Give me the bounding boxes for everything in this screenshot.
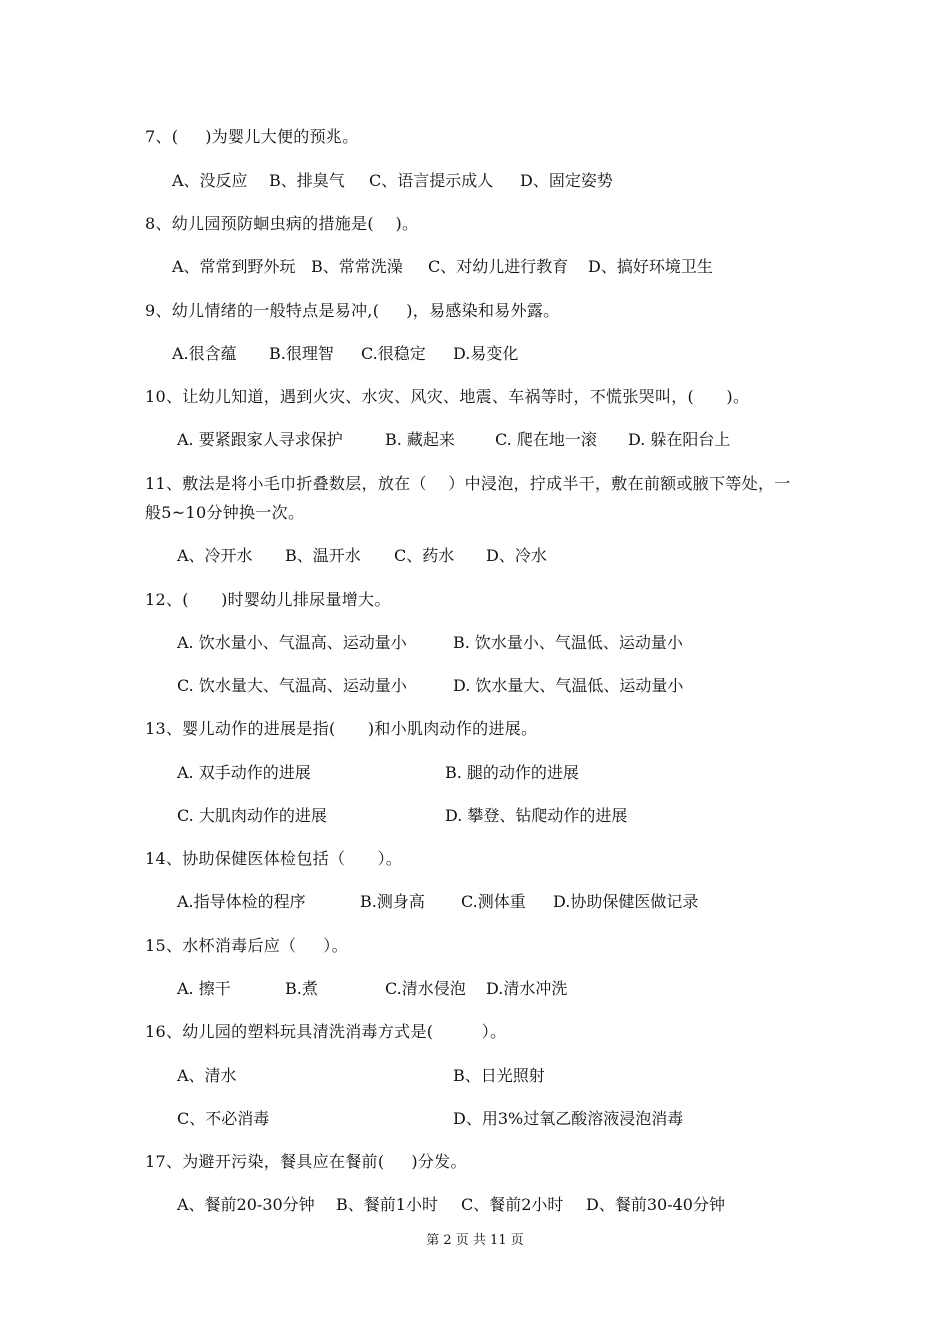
question-14-option-c: C.测体重 [461,892,526,911]
question-13-option-b: B. 腿的动作的进展 [445,763,579,782]
question-10-option-c: C. 爬在地一滚 [495,430,597,449]
question-13-option-a: A. 双手动作的进展 [177,763,311,782]
question-15-stem: 15、水杯消毒后应（ ）。 [145,936,348,955]
question-12-stem: 12、( )时婴幼儿排尿量增大。 [145,590,391,609]
question-9-option-b: B.很理智 [269,344,334,363]
question-17-stem: 17、为避开污染，餐具应在餐前( )分发。 [145,1152,467,1171]
question-11-option-c: C、药水 [394,546,455,565]
question-13-option-c: C. 大肌肉动作的进展 [177,806,327,825]
question-15-option-c: C.清水侵泡 [385,979,466,998]
question-15-option-d: D.清水冲洗 [486,979,568,998]
question-10-option-a: A. 要紧跟家人寻求保护 [177,430,343,449]
question-7-option-d: D、固定姿势 [520,171,613,190]
question-13-option-d: D. 攀登、钻爬动作的进展 [445,806,628,825]
question-17-option-c: C、餐前2小时 [461,1195,564,1214]
question-11-stem: 11、敷法是将小毛巾折叠数层，放在（ ）中浸泡，拧成半干，敷在前额或腋下等处，一 [145,474,791,493]
question-16-option-c: C、不必消毒 [177,1109,270,1128]
question-17-option-a: A、餐前20-30分钟 [177,1195,315,1214]
question-7-option-a: A、没反应 [172,171,248,190]
question-8-option-c: C、对幼儿进行教育 [428,257,569,276]
question-8-stem: 8、幼儿园预防蛔虫病的措施是( )。 [145,214,419,233]
question-12-option-d: D. 饮水量大、气温低、运动量小 [453,676,684,695]
question-11-option-a: A、冷开水 [177,546,253,565]
question-11-stem-continued: 般5~10分钟换一次。 [145,503,305,522]
question-9-option-d: D.易变化 [453,344,519,363]
question-14-stem: 14、协助保健医体检包括（ ）。 [145,849,403,868]
page-footer: 第 2 页 共 11 页 [426,1233,524,1248]
question-9-option-c: C.很稳定 [361,344,426,363]
question-10-option-b: B. 藏起来 [385,430,455,449]
question-9-option-a: A.很含蕴 [172,344,237,363]
question-12-option-a: A. 饮水量小、气温高、运动量小 [177,633,407,652]
question-9-stem: 9、幼儿情绪的一般特点是易冲,( )，易感染和易外露。 [145,301,560,320]
question-13-stem: 13、婴儿动作的进展是指( )和小肌肉动作的进展。 [145,719,538,738]
question-14-option-b: B.测身高 [360,892,425,911]
question-16-option-b: B、日光照射 [453,1066,545,1085]
question-7-option-c: C、语言提示成人 [369,171,494,190]
question-11-option-b: B、温开水 [285,546,361,565]
question-8-option-b: B、常常洗澡 [311,257,403,276]
question-11-option-d: D、冷水 [486,546,547,565]
question-7-stem: 7、( )为婴儿大便的预兆。 [145,127,359,146]
question-15-option-a: A. 擦干 [177,979,231,998]
question-7-option-b: B、排臭气 [269,171,345,190]
question-14-option-a: A.指导体检的程序 [177,892,306,911]
question-10-stem: 10、让幼儿知道，遇到火灾、水灾、风灾、地震、车祸等时，不慌张哭叫，( )。 [145,387,750,406]
question-16-stem: 16、幼儿园的塑料玩具清洗消毒方式是( ）。 [145,1022,507,1041]
question-16-option-a: A、清水 [177,1066,237,1085]
question-12-option-b: B. 饮水量小、气温低、运动量小 [453,633,683,652]
question-16-option-d: D、用3%过氧乙酸溶液浸泡消毒 [453,1109,684,1128]
question-10-option-d: D. 躲在阳台上 [628,430,731,449]
question-14-option-d: D.协助保健医做记录 [553,892,699,911]
question-15-option-b: B.煮 [285,979,318,998]
question-8-option-d: D、搞好环境卫生 [588,257,713,276]
question-17-option-b: B、餐前1小时 [336,1195,438,1214]
question-17-option-d: D、餐前30-40分钟 [586,1195,725,1214]
question-12-option-c: C. 饮水量大、气温高、运动量小 [177,676,407,695]
question-8-option-a: A、常常到野外玩 [172,257,296,276]
